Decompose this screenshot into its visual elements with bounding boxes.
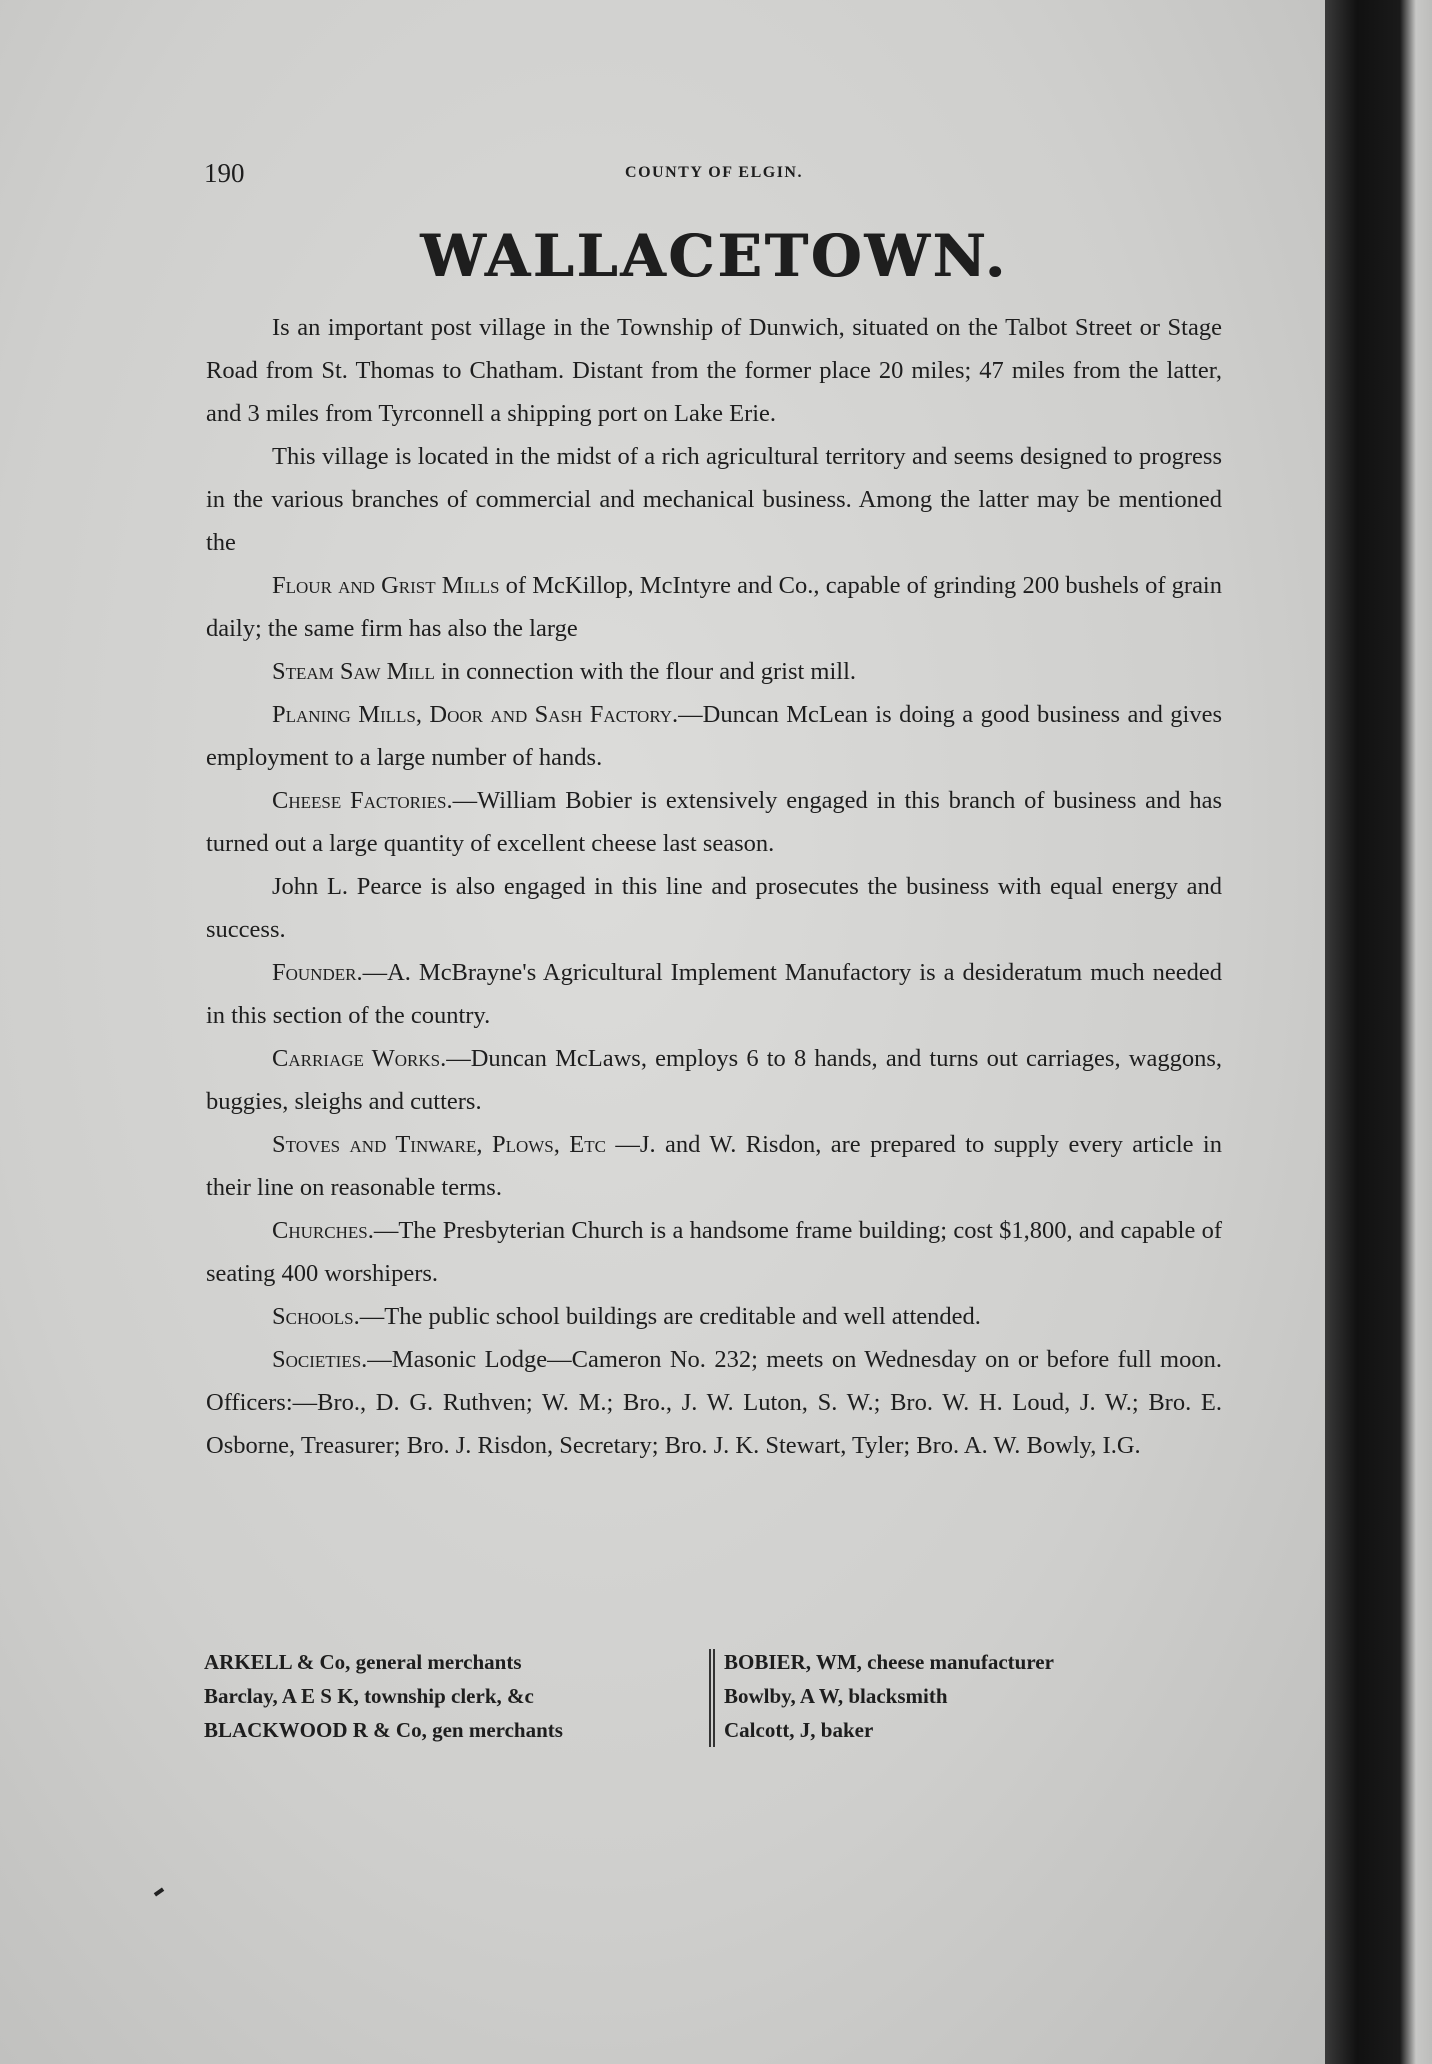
paragraph xyxy=(206,564,1222,650)
paragraph xyxy=(206,435,1222,564)
paragraph-text: —Duncan McLaws, employs 6 to 8 hands, and turns out carriages, waggons, buggies, sleighs and cutters. xyxy=(206,1045,1222,1115)
paragraph-text: This village is located in the midst of a rich agricultural territory and seems designed to progress in the various branches of commercial and mechanical business. Among the latter may be mentioned the xyxy=(206,443,1222,556)
article-body xyxy=(206,306,1222,1467)
section-heading: Flour and Grist Mills xyxy=(272,572,500,599)
directory-entry: Bowlby, A W, blacksmith xyxy=(724,1684,948,1708)
section-heading: Societies. xyxy=(272,1346,368,1373)
paragraph xyxy=(206,951,1222,1037)
directory-entry: BLACKWOOD R & Co, gen merchants xyxy=(204,1718,563,1742)
paragraph xyxy=(206,865,1222,951)
business-directory xyxy=(204,1645,1224,1755)
section-heading: Churches. xyxy=(272,1217,374,1244)
column-divider xyxy=(709,1649,715,1747)
paragraph xyxy=(206,650,1222,693)
paragraph xyxy=(206,1123,1222,1209)
paragraph-text: John L. Pearce is also engaged in this line and prosecutes the business with equal energy and success. xyxy=(206,873,1222,943)
directory-entry: ARKELL & Co, general merchants xyxy=(204,1650,522,1674)
section-heading: Planing Mills, Door and Sash Factory. xyxy=(272,701,679,728)
section-heading: Founder. xyxy=(272,959,363,986)
section-heading: Steam Saw Mill xyxy=(272,658,435,685)
directory-entry: BOBIER, WM, cheese manufacturer xyxy=(724,1650,1054,1674)
directory-column-right xyxy=(724,1645,1224,1747)
directory-entry: Calcott, J, baker xyxy=(724,1718,874,1742)
paragraph-text: —William Bobier is extensively engaged in this branch of business and has turned out a large quantity of excellent cheese last season. xyxy=(206,787,1222,857)
paragraph-text: —J. and W. Risdon, are prepared to supply every article in their line on reasonable terms. xyxy=(206,1131,1222,1201)
paragraph-text: of McKillop, McIntyre and Co., capable of grinding 200 bushels of grain daily; the same firm has also the large xyxy=(206,572,1222,642)
paragraph xyxy=(206,1037,1222,1123)
paragraph xyxy=(206,779,1222,865)
paragraph-text: —The Presbyterian Church is a handsome frame building; cost $1,800, and capable of seating 400 worshipers. xyxy=(206,1217,1222,1287)
paragraph xyxy=(206,693,1222,779)
ink-mark xyxy=(154,1887,164,1896)
paragraph-text: —The public school buildings are creditable and well attended. xyxy=(359,1303,981,1330)
paragraph xyxy=(206,1338,1222,1467)
section-heading: Schools. xyxy=(272,1303,360,1330)
paragraph-text: —Duncan McLean is doing a good business and gives employment to a large number of hands. xyxy=(206,701,1222,771)
directory-column-left xyxy=(204,1645,704,1747)
section-heading: Stoves and Tinware, Plows, Etc xyxy=(272,1131,606,1158)
running-head: COUNTY OF ELGIN. xyxy=(625,164,803,181)
section-heading: Cheese Factories. xyxy=(272,787,453,814)
paragraph xyxy=(206,306,1222,435)
paragraph-text: in connection with the flour and grist mill. xyxy=(434,658,857,685)
page-number: 190 xyxy=(204,158,245,188)
page-header xyxy=(204,158,1224,198)
directory-entry: Barclay, A E S K, township clerk, &c xyxy=(204,1684,534,1708)
section-heading: Carriage Works. xyxy=(272,1045,447,1072)
paragraph xyxy=(206,1209,1222,1295)
paragraph-text: —A. McBrayne's Agricultural Implement Manufactory is a desideratum much needed in this section of the country. xyxy=(206,959,1222,1029)
paragraph-text: Is an important post village in the Township of Dunwich, situated on the Talbot Street or Stage Road from St. Thomas to Chatham. Distant from the former place 20 miles; 47 miles from the latter, and 3 miles from Tyrconnell a shipping port on Lake Erie. xyxy=(206,314,1222,427)
book-gutter xyxy=(1325,0,1432,2064)
paragraph xyxy=(206,1295,1222,1338)
page-title: WALLACETOWN. xyxy=(420,222,1008,290)
paragraph-text: —Masonic Lodge—Cameron No. 232; meets on Wednesday on or before full moon. Officers:—Bro., D. G. Ruthven; W. M.; Bro., J. W. Luton, S. W.; Bro. W. H. Loud, J. W.; Bro. E. Osborne, Treasurer; Bro. J. Risdon, Secretary; Bro. J. K. Stewart, Tyler; Bro. A. W. Bowly, I.G. xyxy=(206,1346,1222,1459)
